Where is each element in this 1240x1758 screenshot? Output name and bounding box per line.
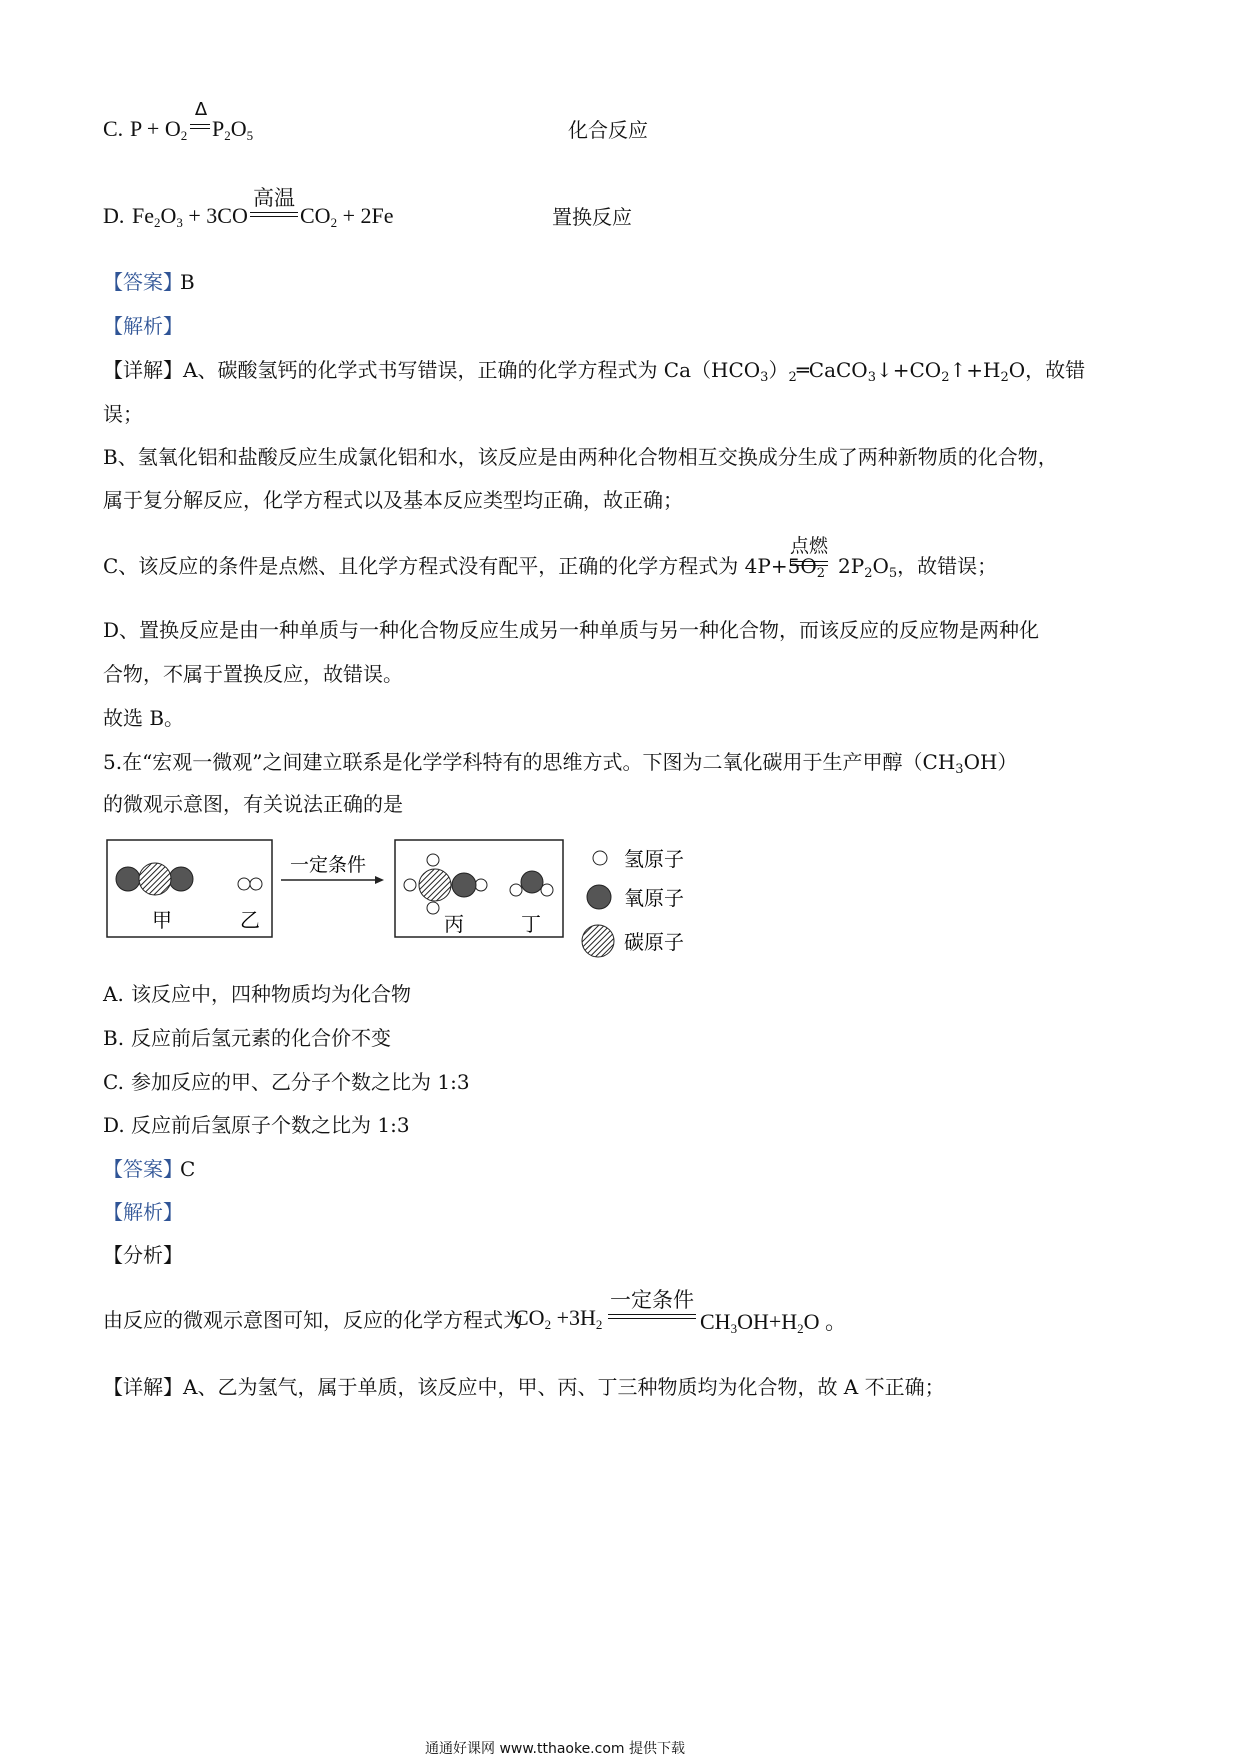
legend-carbon-icon (582, 925, 614, 957)
water-molecule (510, 871, 553, 896)
option-c-equals-sign (190, 124, 210, 129)
label-ding: 丁 (521, 912, 541, 936)
q5-option-b-text: 反应前后氢元素的化合价不变 (131, 1026, 391, 1050)
option-d-letter: D. (103, 203, 125, 228)
q5-answer: C (180, 1157, 196, 1181)
option-c-letter: C. (103, 116, 124, 141)
legend-oxygen-label: 氧原子 (624, 886, 684, 910)
q4-answer-tag: 【答案】 (103, 270, 183, 294)
q5-equation-equals-sign (608, 1314, 696, 1319)
q5-equation-reactants: $CO_2 +3H_2$ (514, 1305, 603, 1332)
option-c-condition: Δ (194, 99, 208, 120)
option-c-reaction-type: 化合反应 (568, 118, 648, 142)
q4-detail-b-line2: 属于复分解反应，化学方程式以及基本反应类型均正确，故正确； (103, 488, 683, 512)
legend-hydrogen-label: 氢原子 (624, 847, 684, 871)
option-d-equation: $Fe_2O_3 + 3CO$ (132, 203, 248, 230)
q5-option-b-letter: B. (103, 1026, 125, 1050)
q5-option-a-text: 该反应中，四种物质均为化合物 (131, 982, 411, 1006)
option-d-condition: 高温 (253, 186, 295, 210)
q4-answer: B (180, 270, 195, 294)
q4-detail-a-line2: 误； (103, 402, 143, 426)
arrow-head (375, 876, 384, 884)
legend-carbon-label: 碳原子 (624, 930, 684, 954)
option-c-equation: $P + O_2$ (130, 116, 188, 143)
legend-oxygen-icon (587, 885, 611, 909)
q4-analysis-tag: 【解析】 (103, 314, 183, 338)
q5-fenxi-text: 由反应的微观示意图可知，反应的化学方程式为 (103, 1308, 523, 1332)
q4-detail-c-equals-sign (790, 561, 828, 566)
q5-option-d-letter: D. (103, 1113, 125, 1137)
q4-conclusion: 故选 B。 (103, 706, 185, 730)
q5-detail-a: 【详解】A、乙为氢气，属于单质，该反应中，甲、丙、丁三种物质均为化合物，故 A 不正确； (103, 1375, 945, 1399)
q5-fenxi-tag: 【分析】 (103, 1243, 183, 1267)
option-c-product: $P_2O_5$ (212, 116, 254, 143)
q4-detail-d-line1: D、置换反应是由一种单质与一种化合物反应生成另一种单质与另一种化合物，而该反应的反应物是两种化 (103, 618, 1040, 642)
q5-option-c-text: 参加反应的甲、乙分子个数之比为 1:3 (131, 1070, 470, 1094)
option-d-reaction-type: 置换反应 (552, 205, 632, 229)
arrow-condition: 一定条件 (289, 854, 367, 876)
q5-option-a-letter: A. (103, 982, 124, 1006)
q5-option-c-letter: C. (103, 1070, 124, 1094)
label-jia: 甲 (152, 908, 172, 932)
legend-hydrogen-icon (593, 851, 607, 865)
q4-detail-c-condition: 点燃 (789, 535, 828, 557)
methanol-molecule (404, 854, 487, 914)
q5-option-d-text: 反应前后氢原子个数之比为 1:3 (131, 1113, 410, 1137)
option-d-product: $CO_2 + 2Fe$ (300, 203, 394, 230)
q5-reaction-diagram (100, 835, 700, 965)
page-footer: 通通好课网 www.tthaoke.com 提供下载 (425, 1741, 685, 1757)
label-yi: 乙 (240, 908, 260, 932)
q4-detail-a-line1: 【详解】A、碳酸氢钙的化学式书写错误，正确的化学方程式为 $Ca(HCO_3)_2═CaCO_3↓+CO_2↑+H_2O$，故错 (103, 358, 1086, 385)
q4-detail-d-line2: 合物，不属于置换反应，故错误。 (103, 662, 403, 686)
q5-stem-line1: 5.在“宏观一微观”之间建立联系是化学学科特有的思维方式。下图为二氧化碳用于生产甲醇$(CH_3OH)$ (103, 750, 1018, 777)
q5-equation-products: $CH_3OH+H_2O$ 。 (700, 1309, 848, 1336)
q4-detail-c: C、该反应的条件是点燃、且化学方程式没有配平，正确的化学方程式为 $4P+5O_2$ (103, 554, 826, 581)
q5-equation-condition: 一定条件 (610, 1288, 694, 1312)
q5-answer-tag: 【答案】 (103, 1157, 183, 1181)
q5-stem-line2: 的微观示意图，有关说法正确的是 (103, 792, 403, 816)
co2-molecule (116, 863, 193, 895)
h2-molecule (238, 878, 262, 890)
q4-detail-b-line1: B、氢氧化铝和盐酸反应生成氯化铝和水，该反应是由两种化合物相互交换成分生成了两种新物质的化合物， (103, 445, 1058, 469)
q5-analysis-tag: 【解析】 (103, 1200, 183, 1224)
q4-detail-c-product: $2P_2O_5$，故错误； (838, 554, 998, 581)
label-bing: 丙 (444, 912, 464, 936)
option-d-equals-sign (250, 212, 298, 217)
